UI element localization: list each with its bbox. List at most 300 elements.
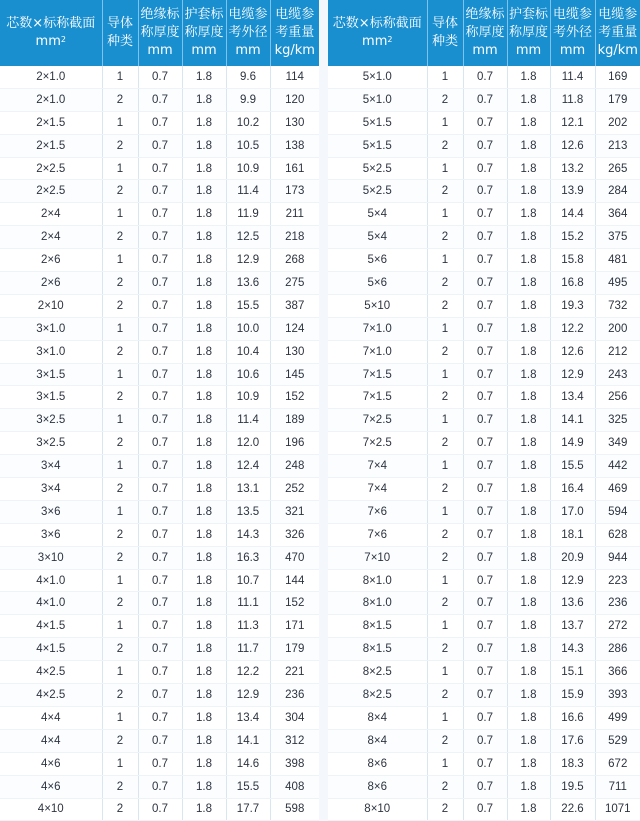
cell-spec: 4×1.0 [0,592,102,615]
cell-insulation-thickness: 0.7 [463,340,507,363]
table-row [0,88,319,111]
cell-spec: 4×4 [0,706,102,729]
cell-conductor-type: 2 [427,432,463,455]
cell-weight: 326 [270,523,319,546]
cell-spec: 4×6 [0,752,102,775]
header-outer-diameter: 电缆参 考外径 mm [226,0,270,66]
cell-insulation-thickness: 0.7 [138,729,182,752]
cell-weight: 268 [270,249,319,272]
cell-sheath-thickness: 1.8 [182,66,226,88]
cell-weight: 248 [270,455,319,478]
cell-spec: 3×1.0 [0,317,102,340]
cell-insulation-thickness: 0.7 [138,66,182,88]
cell-weight: 179 [270,638,319,661]
cell-outer-diameter: 10.2 [226,111,270,134]
cell-sheath-thickness: 1.8 [182,615,226,638]
cell-conductor-type: 2 [102,546,138,569]
cell-conductor-type: 2 [102,775,138,798]
table-body-right [328,66,640,821]
cell-sheath-thickness: 1.8 [507,752,550,775]
cell-sheath-thickness: 1.8 [182,294,226,317]
cell-sheath-thickness: 1.8 [507,478,550,501]
cell-conductor-type: 1 [427,569,463,592]
cell-weight: 312 [270,729,319,752]
table-row [328,409,640,432]
cell-insulation-thickness: 0.7 [138,180,182,203]
cell-outer-diameter: 12.4 [226,455,270,478]
cell-weight: 189 [270,409,319,432]
table-row [0,546,319,569]
cell-spec: 5×1.5 [328,111,427,134]
cell-spec: 5×1.5 [328,134,427,157]
cell-insulation-thickness: 0.7 [463,249,507,272]
header-outer-diameter: 电缆参 考外径 mm [550,0,595,66]
cell-conductor-type: 2 [427,684,463,707]
cell-insulation-thickness: 0.7 [463,180,507,203]
cell-insulation-thickness: 0.7 [138,775,182,798]
cell-sheath-thickness: 1.8 [507,500,550,523]
cell-outer-diameter: 17.0 [550,500,595,523]
cell-outer-diameter: 15.5 [550,455,595,478]
cell-weight: 171 [270,615,319,638]
cell-spec: 7×1.0 [328,317,427,340]
cell-outer-diameter: 13.2 [550,157,595,180]
cell-conductor-type: 1 [102,615,138,638]
cell-sheath-thickness: 1.8 [507,157,550,180]
cell-spec: 5×10 [328,294,427,317]
cell-sheath-thickness: 1.8 [182,180,226,203]
cell-weight: 211 [270,203,319,226]
cell-sheath-thickness: 1.8 [507,134,550,157]
cell-weight: 944 [595,546,640,569]
cell-outer-diameter: 10.6 [226,363,270,386]
cell-spec: 4×2.5 [0,684,102,707]
cell-weight: 179 [595,88,640,111]
cell-weight: 236 [270,684,319,707]
cell-weight: 481 [595,249,640,272]
cell-outer-diameter: 19.5 [550,775,595,798]
cell-insulation-thickness: 0.7 [138,638,182,661]
cell-outer-diameter: 9.9 [226,88,270,111]
header-sheath: 护套标 称厚度 mm [182,0,226,66]
cell-weight: 169 [595,66,640,88]
cell-sheath-thickness: 1.8 [182,592,226,615]
cell-outer-diameter: 10.9 [226,386,270,409]
cell-conductor-type: 2 [427,88,463,111]
cell-conductor-type: 2 [102,294,138,317]
table-row [328,752,640,775]
cell-conductor-type: 2 [427,592,463,615]
table-row [0,638,319,661]
cell-sheath-thickness: 1.8 [182,729,226,752]
header-conductor: 导体 种类 [102,0,138,66]
cell-weight: 470 [270,546,319,569]
cell-spec: 2×6 [0,249,102,272]
cell-outer-diameter: 13.6 [226,272,270,295]
cell-sheath-thickness: 1.8 [507,111,550,134]
table-row [0,478,319,501]
cell-spec: 4×1.5 [0,638,102,661]
cell-spec: 8×1.5 [328,615,427,638]
cell-conductor-type: 2 [427,775,463,798]
cell-insulation-thickness: 0.7 [463,592,507,615]
cell-sheath-thickness: 1.8 [507,638,550,661]
cell-weight: 144 [270,569,319,592]
cell-conductor-type: 1 [427,203,463,226]
cell-sheath-thickness: 1.8 [182,455,226,478]
cell-sheath-thickness: 1.8 [507,684,550,707]
table-row [328,294,640,317]
cell-weight: 196 [270,432,319,455]
cell-spec: 4×1.0 [0,569,102,592]
cell-weight: 212 [595,340,640,363]
cell-conductor-type: 2 [427,134,463,157]
cell-outer-diameter: 14.3 [226,523,270,546]
cell-insulation-thickness: 0.7 [138,134,182,157]
cell-conductor-type: 2 [102,88,138,111]
cell-spec: 3×1.5 [0,363,102,386]
cell-sheath-thickness: 1.8 [182,798,226,821]
cell-sheath-thickness: 1.8 [507,249,550,272]
cell-insulation-thickness: 0.7 [138,523,182,546]
cell-conductor-type: 2 [427,340,463,363]
cell-sheath-thickness: 1.8 [182,157,226,180]
cell-outer-diameter: 12.9 [226,249,270,272]
cell-insulation-thickness: 0.7 [138,706,182,729]
header-spec: 芯数×标称截面 $mm^2$ [0,0,102,66]
cell-outer-diameter: 12.6 [550,340,595,363]
header-spec: 芯数×标称截面 $mm^2$ [328,0,427,66]
cell-insulation-thickness: 0.7 [463,317,507,340]
table-row [0,363,319,386]
cell-spec: 8×2.5 [328,661,427,684]
cell-weight: 732 [595,294,640,317]
cell-conductor-type: 1 [102,409,138,432]
cell-spec: 2×1.5 [0,111,102,134]
cell-weight: 325 [595,409,640,432]
cell-sheath-thickness: 1.8 [182,226,226,249]
table-row [0,340,319,363]
cell-outer-diameter: 14.1 [550,409,595,432]
cell-spec: 2×1.0 [0,88,102,111]
cell-insulation-thickness: 0.7 [463,546,507,569]
cell-sheath-thickness: 1.8 [507,340,550,363]
cell-insulation-thickness: 0.7 [463,88,507,111]
cell-insulation-thickness: 0.7 [463,752,507,775]
cell-spec: 2×1.0 [0,66,102,88]
cell-sheath-thickness: 1.8 [182,203,226,226]
table-row [328,363,640,386]
cell-weight: 598 [270,798,319,821]
cell-sheath-thickness: 1.8 [507,775,550,798]
cell-sheath-thickness: 1.8 [182,432,226,455]
cell-sheath-thickness: 1.8 [182,317,226,340]
table-row [328,203,640,226]
cell-sheath-thickness: 1.8 [507,546,550,569]
header-sheath: 护套标 称厚度 mm [507,0,550,66]
cell-outer-diameter: 10.4 [226,340,270,363]
cell-insulation-thickness: 0.7 [138,340,182,363]
cell-sheath-thickness: 1.8 [182,661,226,684]
cell-conductor-type: 1 [427,409,463,432]
cell-sheath-thickness: 1.8 [507,180,550,203]
cell-insulation-thickness: 0.7 [138,249,182,272]
table-row [0,775,319,798]
cell-conductor-type: 2 [102,432,138,455]
cell-insulation-thickness: 0.7 [138,661,182,684]
cell-conductor-type: 1 [102,157,138,180]
cell-insulation-thickness: 0.7 [463,157,507,180]
table-row [0,203,319,226]
cell-weight: 304 [270,706,319,729]
cell-weight: 218 [270,226,319,249]
cell-sheath-thickness: 1.8 [182,272,226,295]
table-row [328,226,640,249]
table-row [0,432,319,455]
cell-weight: 252 [270,478,319,501]
cell-insulation-thickness: 0.7 [463,134,507,157]
table-row [0,317,319,340]
table-row [0,272,319,295]
cell-conductor-type: 1 [427,66,463,88]
cell-weight: 265 [595,157,640,180]
cell-conductor-type: 2 [102,478,138,501]
table-row [328,569,640,592]
cell-weight: 173 [270,180,319,203]
cell-spec: 4×6 [0,775,102,798]
table-row [328,249,640,272]
table-row [0,798,319,821]
cell-outer-diameter: 12.0 [226,432,270,455]
cell-weight: 672 [595,752,640,775]
cell-sheath-thickness: 1.8 [507,569,550,592]
cell-insulation-thickness: 0.7 [463,775,507,798]
cell-insulation-thickness: 0.7 [138,294,182,317]
cell-spec: 7×10 [328,546,427,569]
cell-spec: 5×6 [328,272,427,295]
cell-conductor-type: 2 [427,523,463,546]
cell-spec: 8×4 [328,729,427,752]
cell-sheath-thickness: 1.8 [182,340,226,363]
cell-conductor-type: 1 [102,569,138,592]
cell-weight: 120 [270,88,319,111]
cell-conductor-type: 1 [102,706,138,729]
cell-conductor-type: 2 [102,638,138,661]
cell-spec: 8×4 [328,706,427,729]
cell-weight: 161 [270,157,319,180]
cell-conductor-type: 1 [427,615,463,638]
cell-weight: 594 [595,500,640,523]
cell-insulation-thickness: 0.7 [463,455,507,478]
table-row [0,157,319,180]
cell-spec: 2×1.5 [0,134,102,157]
cell-sheath-thickness: 1.8 [507,386,550,409]
cell-weight: 375 [595,226,640,249]
table-row [0,111,319,134]
cell-outer-diameter: 14.1 [226,729,270,752]
cell-spec: 2×10 [0,294,102,317]
cell-outer-diameter: 18.1 [550,523,595,546]
table-row [328,638,640,661]
table-row [0,569,319,592]
table-row [0,226,319,249]
cell-insulation-thickness: 0.7 [463,684,507,707]
cell-outer-diameter: 12.5 [226,226,270,249]
cell-outer-diameter: 15.5 [226,294,270,317]
cell-insulation-thickness: 0.7 [463,432,507,455]
cell-insulation-thickness: 0.7 [138,684,182,707]
cell-weight: 628 [595,523,640,546]
table-row [328,592,640,615]
cell-outer-diameter: 17.6 [550,729,595,752]
table-row [328,500,640,523]
cell-weight: 236 [595,592,640,615]
cell-weight: 398 [270,752,319,775]
table-row [0,180,319,203]
cell-spec: 5×4 [328,203,427,226]
cell-weight: 711 [595,775,640,798]
table-row [328,134,640,157]
cell-conductor-type: 2 [102,684,138,707]
cell-insulation-thickness: 0.7 [463,661,507,684]
cell-spec: 7×2.5 [328,409,427,432]
cell-weight: 243 [595,363,640,386]
cell-weight: 213 [595,134,640,157]
cell-weight: 442 [595,455,640,478]
cell-outer-diameter: 11.8 [550,88,595,111]
table-row [328,615,640,638]
cell-sheath-thickness: 1.8 [507,226,550,249]
table-row [0,661,319,684]
table-header-row [0,0,319,66]
cell-insulation-thickness: 0.7 [463,66,507,88]
cell-insulation-thickness: 0.7 [463,226,507,249]
table-row [328,523,640,546]
cell-insulation-thickness: 0.7 [138,546,182,569]
cell-spec: 3×6 [0,500,102,523]
cell-conductor-type: 1 [427,317,463,340]
table-row [328,272,640,295]
cell-insulation-thickness: 0.7 [138,88,182,111]
table-row [328,661,640,684]
cell-sheath-thickness: 1.8 [182,500,226,523]
cell-insulation-thickness: 0.7 [463,363,507,386]
cell-weight: 114 [270,66,319,88]
cell-spec: 7×1.0 [328,340,427,363]
cell-insulation-thickness: 0.7 [138,478,182,501]
cell-insulation-thickness: 0.7 [463,111,507,134]
cell-outer-diameter: 12.2 [550,317,595,340]
cell-spec: 8×6 [328,775,427,798]
cell-spec: 8×1.0 [328,592,427,615]
cell-spec: 7×1.5 [328,363,427,386]
cell-weight: 366 [595,661,640,684]
cell-insulation-thickness: 0.7 [138,386,182,409]
table-row [328,66,640,88]
table-row [0,294,319,317]
cell-weight: 200 [595,317,640,340]
table-row [0,684,319,707]
cell-conductor-type: 2 [427,546,463,569]
cell-conductor-type: 1 [427,500,463,523]
cell-outer-diameter: 10.9 [226,157,270,180]
cell-insulation-thickness: 0.7 [138,226,182,249]
cell-sheath-thickness: 1.8 [507,523,550,546]
cable-spec-table-left [0,0,319,821]
cell-sheath-thickness: 1.8 [182,409,226,432]
cell-outer-diameter: 12.9 [550,363,595,386]
cell-insulation-thickness: 0.7 [463,706,507,729]
cell-spec: 8×6 [328,752,427,775]
header-weight: 电缆参 考重量 kg/km [270,0,319,66]
cell-spec: 5×2.5 [328,157,427,180]
cell-outer-diameter: 11.1 [226,592,270,615]
table-row [0,523,319,546]
cell-conductor-type: 2 [102,272,138,295]
cell-outer-diameter: 13.6 [550,592,595,615]
cell-conductor-type: 1 [427,661,463,684]
cell-conductor-type: 1 [102,752,138,775]
cell-outer-diameter: 14.6 [226,752,270,775]
cell-insulation-thickness: 0.7 [138,798,182,821]
table-header-row [328,0,640,66]
table-row [328,706,640,729]
cell-insulation-thickness: 0.7 [463,615,507,638]
cell-sheath-thickness: 1.8 [507,455,550,478]
cell-spec: 4×1.5 [0,615,102,638]
cell-outer-diameter: 15.2 [550,226,595,249]
cell-spec: 7×4 [328,455,427,478]
cell-insulation-thickness: 0.7 [463,729,507,752]
cell-outer-diameter: 16.4 [550,478,595,501]
cell-outer-diameter: 13.5 [226,500,270,523]
cell-conductor-type: 2 [102,592,138,615]
table-row [0,592,319,615]
cell-conductor-type: 1 [427,111,463,134]
cell-sheath-thickness: 1.8 [507,363,550,386]
cell-outer-diameter: 12.2 [226,661,270,684]
table-row [0,729,319,752]
cell-spec: 3×2.5 [0,432,102,455]
cell-sheath-thickness: 1.8 [507,592,550,615]
cell-conductor-type: 1 [102,66,138,88]
cell-conductor-type: 2 [102,798,138,821]
header-insulation: 绝缘标 称厚度 mm [138,0,182,66]
cell-conductor-type: 2 [427,226,463,249]
cell-spec: 8×10 [328,798,427,821]
cell-conductor-type: 2 [102,523,138,546]
cell-insulation-thickness: 0.7 [138,317,182,340]
cell-spec: 4×10 [0,798,102,821]
cell-conductor-type: 2 [102,729,138,752]
cell-spec: 2×6 [0,272,102,295]
cell-spec: 3×2.5 [0,409,102,432]
cell-spec: 3×6 [0,523,102,546]
cell-sheath-thickness: 1.8 [507,706,550,729]
cell-spec: 5×4 [328,226,427,249]
cell-weight: 364 [595,203,640,226]
cell-weight: 284 [595,180,640,203]
cell-insulation-thickness: 0.7 [463,478,507,501]
cell-outer-diameter: 9.6 [226,66,270,88]
cell-insulation-thickness: 0.7 [463,272,507,295]
cell-insulation-thickness: 0.7 [138,500,182,523]
cell-outer-diameter: 13.9 [550,180,595,203]
cell-sheath-thickness: 1.8 [182,134,226,157]
cell-weight: 408 [270,775,319,798]
cell-sheath-thickness: 1.8 [507,203,550,226]
cell-outer-diameter: 17.7 [226,798,270,821]
